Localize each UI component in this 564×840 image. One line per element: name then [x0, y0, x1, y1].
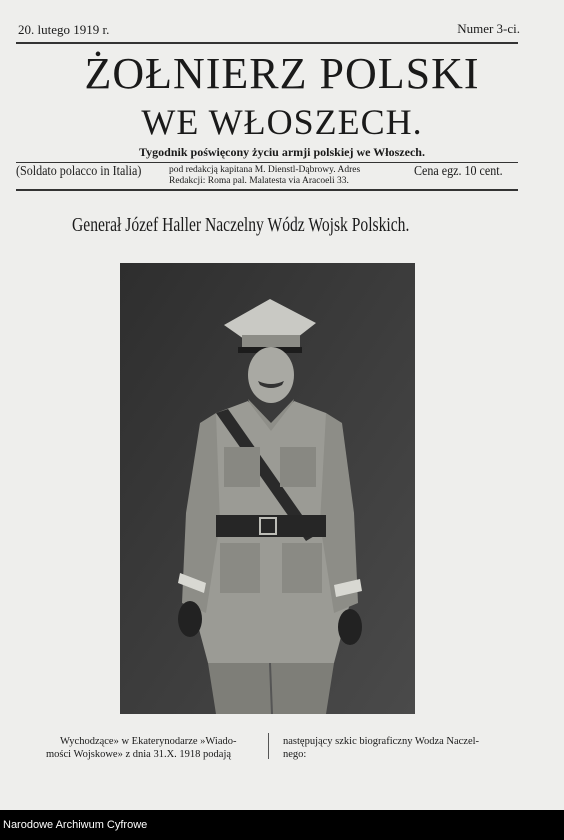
caption-left-column: [46, 735, 236, 761]
masthead-subtitle: Tygodnik poświęcony życiu armji polskiej we Włoszech.: [139, 145, 425, 159]
top-rule: [16, 42, 518, 44]
caption-left-line-2: mości Wojskowe» z dnia 31.X. 1918 podają: [46, 749, 232, 760]
masthead-title: ŻOŁNIERZ POLSKI: [84, 49, 480, 98]
archive-credit-bar: [0, 810, 564, 840]
caption-right-line-1: następujący szkic biograficzny Wodza Naczel-: [283, 736, 480, 747]
caption-left-line-1: Wychodzące» w Ekaterynodarze »Wiado-: [60, 736, 237, 747]
caption-right-column: [283, 735, 479, 761]
archive-credit: Narodowe Archiwum Cyfrowe: [3, 819, 148, 831]
editorial-line-2: Redakcji: Roma pal. Malatesta via Aracoeli 33.: [169, 176, 349, 186]
editorial-line-1: pod redakcją kapitana M. Dienstl-Dąbrowy. Adres: [169, 165, 361, 175]
masthead-rule-top: [16, 162, 518, 163]
issue-date: 20. lutego 1919 r.: [18, 22, 110, 37]
issue-number: Numer 3-ci.: [457, 21, 520, 36]
general-portrait-photo: [120, 263, 415, 714]
copy-price: Cena egz. 10 cent.: [414, 164, 503, 179]
caption-right-line-2: nego:: [283, 749, 307, 760]
article-headline: Generał Józef Haller Naczelny Wódz Wojsk Polskich.: [72, 214, 410, 236]
portrait-illustration: [120, 263, 415, 714]
masthead-rule-bottom: [16, 189, 518, 191]
masthead-title-line2: WE WŁOSZECH.: [141, 102, 423, 142]
column-divider: [268, 733, 269, 759]
italian-title: (Soldato polacco in Italia): [16, 164, 142, 179]
editorial-info: [169, 165, 360, 187]
